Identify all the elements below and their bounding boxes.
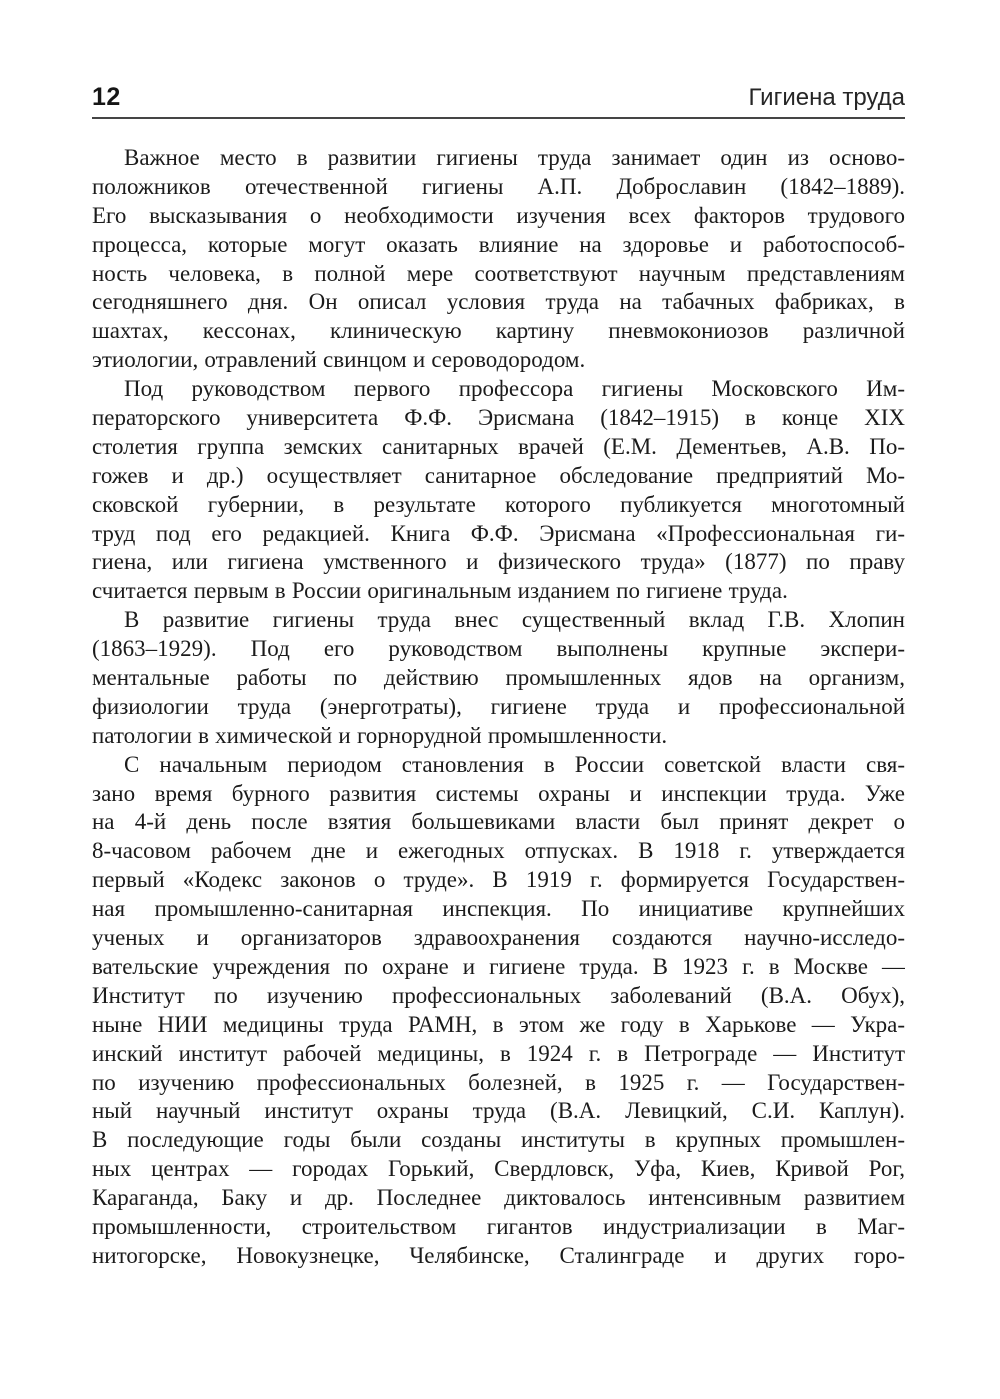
text-line: положников отечественной гигиены А.П. Доброславин (1842–1889). bbox=[92, 173, 905, 199]
text-line: столетия группа земских санитарных врачей (Е.М. Дементьев, А.В. По- bbox=[92, 433, 905, 459]
text-line: считается первым в России оригинальным изданием по гигиене труда. bbox=[92, 578, 788, 604]
text-line: первый «Кодекс законов о труде». В 1919 г. формируется Государствен- bbox=[92, 867, 905, 893]
text-line: по изучению профессиональных болезней, в 1925 г. — Государствен- bbox=[92, 1069, 905, 1095]
text-line: ныне НИИ медицины труда РАМН, в этом же году в Харькове — Укра- bbox=[92, 1011, 905, 1037]
text-line: Караганда, Баку и др. Последнее диктовалось интенсивным развитием bbox=[92, 1185, 905, 1211]
paragraph bbox=[92, 375, 905, 606]
text-line: сковской губернии, в результате которого публикуется многотомный bbox=[92, 491, 905, 517]
text-line: гиена, или гигиена умственного и физического труда» (1877) по праву bbox=[92, 549, 905, 575]
text-line: ментальные работы по действию промышленных ядов на организм, bbox=[92, 665, 905, 691]
text-line: Институт по изучению профессиональных заболеваний (В.А. Обух), bbox=[92, 982, 905, 1008]
text-line: процесса, которые могут оказать влияние на здоровье и работоспособ- bbox=[92, 231, 905, 257]
text-line: ная промышленно-санитарная инспекция. По инициативе крупнейших bbox=[92, 896, 905, 922]
text-line: нитогорске, Новокузнецке, Челябинске, Сталинграде и других горо- bbox=[92, 1242, 905, 1268]
paragraph bbox=[92, 606, 905, 750]
text-line: ных центрах — городах Горький, Свердловск, Уфа, Киев, Кривой Рог, bbox=[92, 1156, 905, 1182]
text-line: сегодняшнего дня. Он описал условия труда на табачных фабриках, в bbox=[92, 289, 905, 315]
text-line: ность человека, в полной мере соответствуют научным представлениям bbox=[92, 260, 905, 286]
text-line: Важное место в развитии гигиены труда занимает один из осново- bbox=[124, 145, 905, 170]
page-number: 12 bbox=[92, 83, 121, 111]
text-line: ператорского университета Ф.Ф. Эрисмана (1842–1915) в конце XIX bbox=[92, 405, 905, 431]
text-line: Его высказывания о необходимости изучения всех факторов трудового bbox=[92, 202, 905, 228]
text-line: 8-часовом рабочем дне и ежегодных отпусках. В 1918 г. утверждается bbox=[92, 838, 905, 864]
text-line: труд под его редакцией. Книга Ф.Ф. Эрисмана «Профессиональная ги- bbox=[92, 520, 905, 546]
text-line: ный научный институт охраны труда (В.А. Левицкий, С.И. Каплун). bbox=[92, 1098, 905, 1124]
text-line: (1863–1929). Под его руководством выполнены крупные экспери- bbox=[92, 636, 905, 662]
text-line: шахтах, кессонах, клиническую картину пневмокониозов различной bbox=[92, 318, 905, 344]
paragraph bbox=[92, 751, 905, 1271]
text-line: Под руководством первого профессора гигиены Московского Им- bbox=[124, 376, 905, 402]
page-header bbox=[92, 84, 905, 119]
text-line: этиологии, отравлений свинцом и сероводородом. bbox=[92, 347, 586, 373]
text-line: С начальным периодом становления в России советской власти свя- bbox=[124, 751, 905, 777]
running-title: Гигиена труда bbox=[748, 84, 905, 111]
text-line: ученых и организаторов здравоохранения создаются научно-исследо- bbox=[92, 925, 905, 951]
text-line: патологии в химической и горнорудной промышленности. bbox=[92, 722, 668, 748]
text-line: В последующие годы были созданы институты в крупных промышлен- bbox=[92, 1127, 905, 1153]
text-line: промышленности, строительством гигантов индустриализации в Маг- bbox=[92, 1213, 905, 1239]
text-line: физиологии труда (энерготраты), гигиене труда и профессиональной bbox=[92, 693, 905, 719]
text-line: В развитие гигиены труда внес существенный вклад Г.В. Хлопин bbox=[124, 607, 905, 633]
text-line: гожев и др.) осуществляет санитарное обследование предприятий Мо- bbox=[92, 462, 905, 488]
text-line: вательские учреждения по охране и гигиене труда. В 1923 г. в Москве — bbox=[92, 953, 905, 979]
page-body bbox=[92, 144, 905, 1271]
text-line: на 4-й день после взятия большевиками власти был принят декрет о bbox=[92, 809, 905, 835]
paragraph bbox=[92, 144, 905, 375]
text-line: инский институт рабочей медицины, в 1924 г. в Петрограде — Институт bbox=[92, 1040, 905, 1066]
text-line: зано время бурного развития системы охраны и инспекции труда. Уже bbox=[92, 780, 905, 806]
